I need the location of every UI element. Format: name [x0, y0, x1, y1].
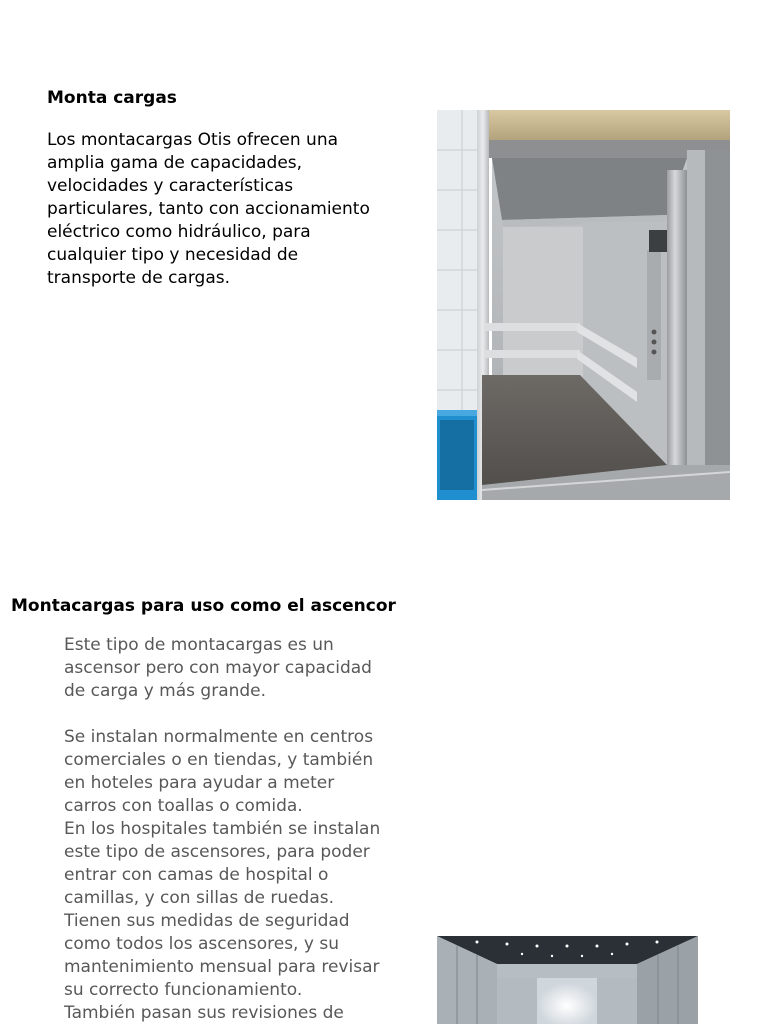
section-heading-monta-cargas: Monta cargas: [47, 88, 177, 108]
section-heading-montacargas-ascencor: Montacargas para uso como el ascencor: [11, 596, 396, 616]
section-paragraph-montacargas-ascencor: Este tipo de montacargas es un ascensor pero con mayor capacidad de carga y más grande. Se instalan normalmente en centros comerciales o en tiendas, y también en hoteles para ayudar a meter carros con toallas o comida. En los hospitales también se instalan este tipo de ascensores, para poder entrar con camas de hospital o camillas, y con sillas de ruedas. Tienen sus medidas de seguridad como todos los ascensores, y su mantenimiento mensual para revisar su correcto funcionamiento. También pasan sus revisiones de: [64, 635, 381, 1023]
freight-elevator-photo: [437, 110, 730, 500]
section-paragraph-monta-cargas: Los montacargas Otis ofrecen una amplia gama de capacidades, velocidades y características particulares, tanto con accionamiento eléctrico como hidráulico, para cualquier tipo y necesidad de transporte de cargas.: [47, 130, 370, 288]
elevator-interior-photo: [437, 936, 698, 1024]
